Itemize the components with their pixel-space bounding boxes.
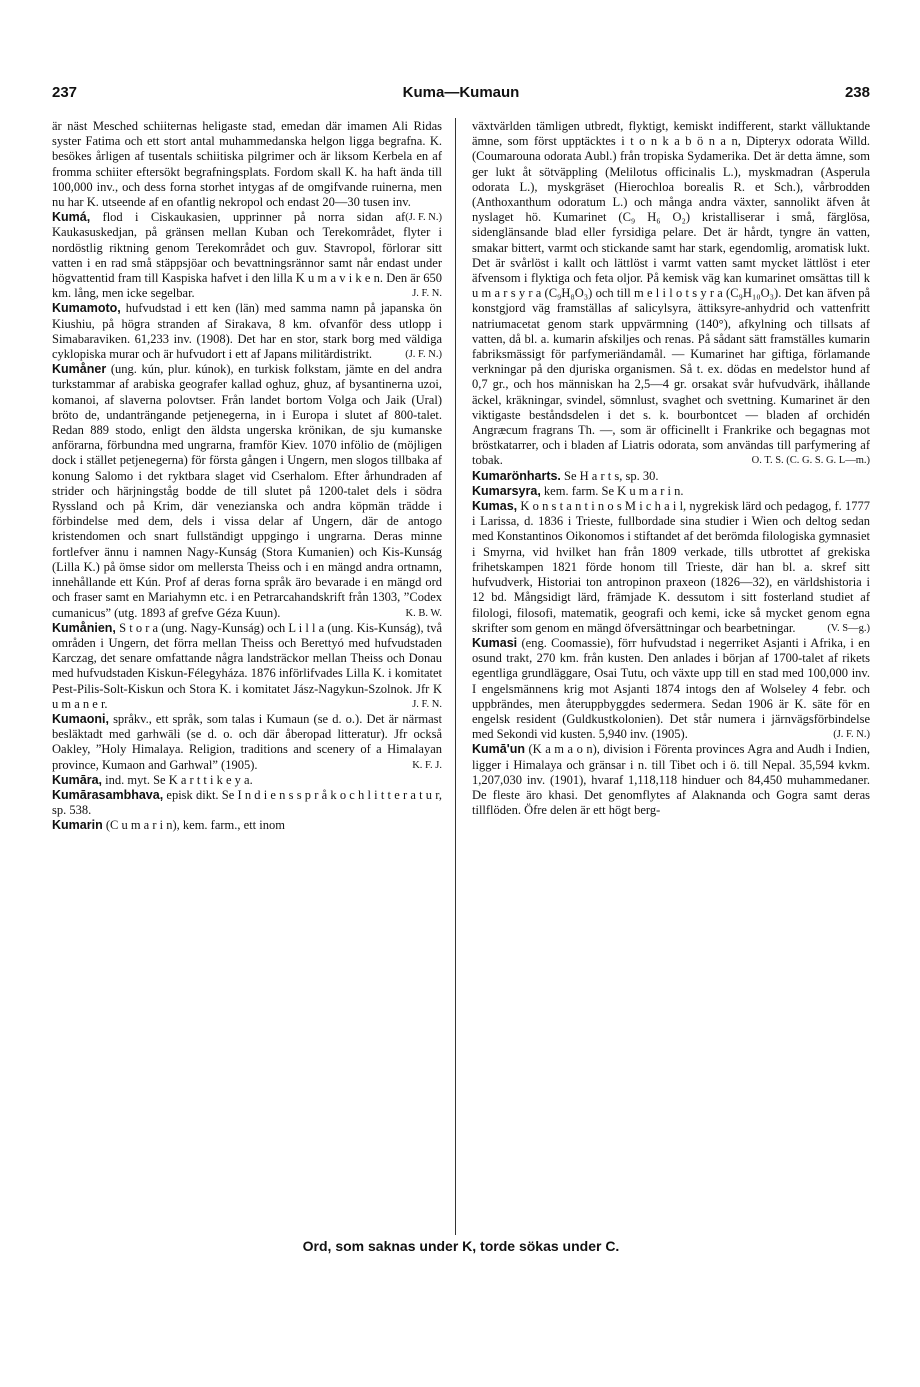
headword: Kumarönharts. — [472, 468, 561, 483]
running-title: Kuma—Kumaun — [402, 84, 520, 101]
entry-kumasi: Kumasi (eng. Coomassie), förr hufvudstad i negerriket Asjanti i Afrika, i en osund trakt, 270 km. från kusten. Den anlades i början af 1700-talet af rikets egentliga grundläggare, Osai Tutu, och växte upp till en stad med 100,000 inv. I engelsmännens krig mot Asjanti 1874 intogs den af Wolseley 4 febr. och uppbrändes, men återuppbyggdes sedermera. Sedan 1906 är K. säte för en engelsk resident (Guldkustkolonien). Det står numera i järnvägsförbindelse med Sekondi vid kusten. 5,940 inv. (1905). (J. F. N.) — [472, 635, 870, 742]
entry-kumarasambhava: Kumārasambhava, episk dikt. Se I n d i e n s s p r å k o c h l i t t e r a t u r, sp. 538. — [52, 787, 442, 818]
headword: Kumarsyra, — [472, 483, 541, 498]
left-column — [52, 119, 442, 1284]
headword: Kumamoto, — [52, 301, 121, 316]
page-number-right: 238 — [844, 84, 870, 101]
entry-kumamoto: Kumamoto, hufvudstad i ett ken (län) med samma namn på japanska ön Kiushiu, på högra stranden af Sirakava, 8 km. ofvanför dess utlopp i Simabaraviken. 61,233 inv. (1908). Det har en stor, stark borg med väldiga cyklopiska murar och är hufvudort i ett af Japans militärdistrikt. (J. F. N.) — [52, 301, 442, 362]
entry-kumarsyra: Kumarsyra, kem. farm. Se K u m a r i n. — [472, 483, 684, 498]
headword: Kumaoni, — [52, 711, 109, 726]
page-number-left: 237 — [52, 84, 78, 101]
author-signature: (V. S—g.) — [827, 622, 870, 634]
entry-kumara: Kumāra, ind. myt. Se K a r t t i k e y a. — [52, 772, 253, 787]
author-signature: (J. F. N.) — [833, 729, 870, 741]
entry-kumas: Kumas, K o n s t a n t i n o s M i c h a i l, nygrekisk lärd och pedagog, f. 1777 i Larissa, d. 1836 i Trieste, fullbordade sina studier i Wien och deltog sedan med Konstantinos Oikonomos i stiftandet af det berömda filologiska gymnasiet i Smyrna, vid hvilket han från 1809 verkade, tills utbrottet af grekiska frihetskampen 1821 förde honom till Trieste, där han bl. a. skref sitt hufvudverk, Historiai ton antropinon praxeon (1826—32), en världshistoria i 12 bd. Mångsidigt lärd, främjade K. dessutom i sitt fosterland studiet af filologi, filosofi, matematik, geografi och kemi, icke så mycket genom egna skrifter som genom en mängd öfversättningar och bearbetningar. (V. S—g.) — [472, 499, 870, 635]
headword: Kumarin — [52, 818, 103, 833]
headword: Kumas, — [472, 499, 518, 514]
page-header — [52, 84, 870, 108]
headword: Kumāra, — [52, 772, 103, 787]
entry-kumaoni: Kumaoni, språkv., ett språk, som talas i Kumaun (se d. o.). Det är närmast besläktadt med garhwāli (se d. o. och där åberopad litteratur). Jfr också Oakley, ”Holy Himalaya. Religion, traditions and scenery of a Himalayan province, Kumaon and Garhwal” (1905). K. F. J. — [52, 711, 442, 772]
entry-kumarin-cont: växtvärlden tämligen utbredt, flyktigt, kemiskt indifferent, starkt välluktande ämne, som först upptäcktes i t o n k a b ö n a n, Dipteryx odorata Willd. (Coumarouna odorata Aubl.) från tropiska Sydamerika. Det är detta ämne, som ger lukt åt sötväppling (Melilotus officinalis L.), myskmadran (Asperula odorata L.), myskgräset (Hierochloa borealis R. et Sch.), vårbrodden (Anthoxanthum odoratum L.) och många andra växter, sannolikt äfven åt nyslaget hö. Kumarinet (C₉ H₆ O₂) kristalliserar i små, färglösa, sidenglänsande blad eller fyrsidiga pelare. Det är hårdt, tyngre än vatten, smakar bittert, varmt och stickande samt har stark, egendomlig, aromatisk lukt. Det är svårlöst i kallt och lättlöst i varmt vatten samt mycket lättlöst i eter äfvensom i flyktiga och feta oljor. På kemisk väg kan kumarinet omsättas till k u m a r s y r a (C₉H₈O₃) och till m e l i l o t s y r a (C₉H₁₀O₃). Det kan äfven på konstgjord väg framställas af salicylsyra, ättiksyre-anhydrid och vattenfritt natriumacetat genom stark uppvärmning (140°), afkylning och tillsats af vatten, då bl. a. kumarin afskiljes och renas. På sådant sätt framställes kumarin fabriksmässigt för parfymeriändamål. — Kumarinet har giftiga, förlamande verkningar på den djuriska organismen. Så t. ex. dödas en medelstor hund af 0,7 gr., och hos människan ha 2,5—4 gr. orsakat svår hufvudvärk, ihållande äckel, kräkningar, svindel, sömnlust, svaghet och svettning. Kumarinet är den viktigaste beståndsdelen i det s. k. bourbontcet — bladen af orchidén Angræcum fragrans Th. —, som är officinellt i Frankrike och begagnas mot bröstkatarrer, och i bladen af Liatris odorata, som användas till parfymering af tobak. O. T. S. (C. G. S. G. L—m.) — [472, 119, 870, 468]
entry-kuma: Kumá, flod i Ciskaukasien, upprinner på norra sidan af Kaukasuskedjan, på gränsen mellan Kuban och Terekområdet, flyter i nordöstlig riktning genom Terekområdet och guv. Stavropol, förlorar sitt vatten i en rad små stäppsjöar och bevattningsrännor samt når endast under högvattentid fram till Kaspiska hafvet i den lilla K u m a v i k e n. Den är 650 km. lång, men icke segelbar. J. F. N. — [52, 210, 442, 301]
author-signature: K. B. W. — [405, 607, 442, 619]
entry-kumaronharts: Kumarönharts. Se H a r t s, sp. 30. — [472, 468, 659, 483]
entry-kum-cont: är näst Mesched schiiternas heligaste stad, emedan där imamen Ali Ridas syster Fatima och ett stort antal muhammedanska helgon ligga begrafna. K. besökes årligen af tusentals schiitiska pilgrimer och är liksom Kerbela en af fromma schiiter eftersökt begrafningsplats. Fordom skall K. ha haft ända till 100,000 inv., och dess forna storhet intygas af de omgifvande ruinerna, men nu har K. utseende af en ofantlig nekropol och endast 20—30 tusen inv. (J. F. N.) — [52, 119, 442, 210]
page-footer-note: Ord, som saknas under K, torde sökas under C. — [302, 1238, 620, 1254]
entry-kumaner: Kumåner (ung. kún, plur. kúnok), en turkisk folkstam, jämte en del andra turkstammar af arabiska geografer kallad oghuz, ghuz, af bysantinerna uzoi, komanoi, af slaverna polovtser. Från landet bortom Volga och Jaik (Ural) bröto de, undanträngande petjenegerna, in i Europa i slutet af 800-talet. Redan 889 stodo, enligt den äldsta ungerska krönikan, de sju kumanske anförarna, förbundna med ungrarna, framför Kiev. 1070 infölio de (möjligen dock i stället petjenegerna) för första gången i Ungern, men slogos tillbaka af konung Salomo i det ryktbara slaget vid Cserhalom. Efter århundraden af strider och härjningståg bodde de till slutet på 1200-talet dels i södra Ryssland och på Krim, där venezianska och andra köpmän trädde i förbindelse med dem, dels i vissa delar af Ungern, där de antogo kristendomen och snart fullständigt uppgingo i ungrarna. Deras minne fortlefver ännu i namnen Nagy-Kunság (Stora Kumanien) och Kis-Kunság (Lilla K.) på ömse sidor om mellersta Theiss och i en mängd andra ortnamn, innehållande ett Kún. Prof af deras forna språk äro bevarade i en mängd ord och fraser samt en Mariahymn etc. i en Petrarcahandskrift från 1303, ”Codex cumanicus” (utg. 1893 af grefve Géza Kuun). K. B. W. — [52, 362, 442, 620]
author-signature: (J. F. N.) — [405, 349, 442, 361]
author-signature: (J. F. N.) — [405, 212, 442, 224]
headword: Kumåner — [52, 362, 107, 377]
entry-kumarin: Kumarin (C u m a r i n), kem. farm., ett inom — [52, 818, 285, 833]
headword: Kumā'un — [472, 742, 525, 757]
right-column — [472, 119, 870, 1284]
headword: Kumārasambhava, — [52, 787, 164, 802]
entry-kumaun: Kumā'un (K a m a o n), division i Förenta provinces Agra and Audh i Indien, ligger i Himalaya och gränsar i n. till Tibet och i ö. till Nepal. 35,594 kvkm. 1,207,030 inv. (1901), hvaraf 1,118,118 hinduer och 84,450 muhammedaner. De fleste äro khasi. Det genomflytes af Alaknanda och Gogra samt deras tillflöden. Öfre delen är ett högt berg- — [472, 742, 870, 818]
author-signature: O. T. S. (C. G. S. G. L—m.) — [751, 455, 870, 467]
headword: Kumá, — [52, 210, 91, 225]
headword: Kumånien, — [52, 620, 116, 635]
entry-kumanien: Kumånien, S t o r a (ung. Nagy-Kunság) och L i l l a (ung. Kis-Kunság), två områden i Ungern, det förra mellan Theiss och Berettyó med hufvudstaden Karczag, det senare omfattande några landsträckor mellan Theiss och Donau med hufvudstaden Kiskun-Félegyháza. 1876 införlifvades Lilla K. i komitatet Pest-Pilis-Solt-Kiskun och Stora K. i komitatet Jász-Nagykun-Szolnok. Jfr K u m a n e r. J. F. N. — [52, 620, 442, 711]
headword: Kumasi — [472, 635, 518, 650]
author-signature: J. F. N. — [412, 698, 442, 710]
author-signature: J. F. N. — [412, 288, 442, 300]
column-divider — [455, 118, 456, 1235]
author-signature: K. F. J. — [412, 759, 442, 771]
